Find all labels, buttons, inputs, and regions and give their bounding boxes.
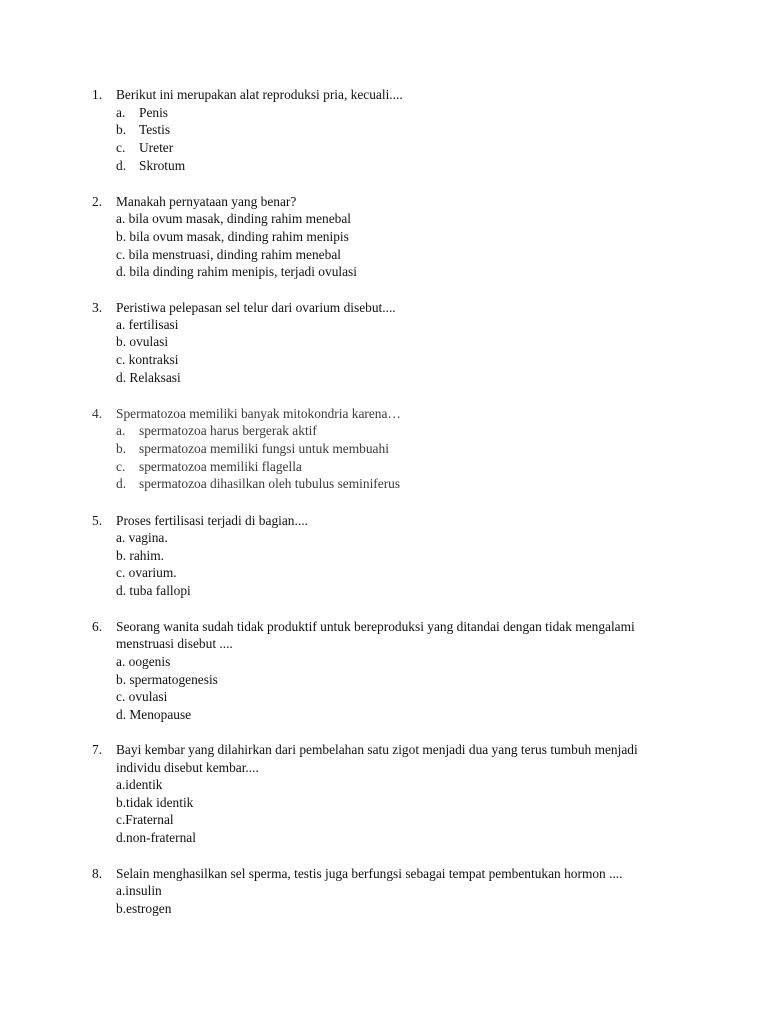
question-number: 5. [92,513,103,528]
option-letter: a. [116,423,126,438]
question-number: 4. [92,406,103,421]
option: d. bila dinding rahim menipis, terjadi ovulasi [116,264,357,279]
option: a. oogenis [116,654,171,669]
question-stem: Peristiwa pelepasan sel telur dari ovarium disebut.... [116,300,396,315]
option: d. Relaksasi [116,370,181,385]
option: b. ovulasi [116,334,169,349]
option-letter: b. [116,441,127,456]
question-stem: Spermatozoa memiliki banyak mitokondria karena… [116,406,401,421]
option-text: Testis [139,122,171,137]
option-letter: b. [116,122,127,137]
option: c.Fraternal [116,812,174,827]
question-number: 7. [92,742,103,757]
question-stem: Selain menghasilkan sel sperma, testis juga berfungsi sebagai tempat pembentukan hormon .... [116,866,623,881]
option-letter: a. [116,105,126,120]
option-letter: d. [116,158,127,173]
option-text: spermatozoa harus bergerak aktif [139,423,317,438]
option: a.insulin [116,883,162,898]
question-number: 8. [92,866,103,881]
option: a. vagina. [116,530,168,545]
option: a.identik [116,777,163,792]
question-stem: Bayi kembar yang dilahirkan dari pembelahan satu zigot menjadi dua yang terus tumbuh menjadi [116,742,638,757]
option-letter: c. [116,459,126,474]
option: b. rahim. [116,548,164,563]
option-letter: c. [116,140,126,155]
question-number: 3. [92,300,103,315]
option: d. tuba fallopi [116,583,191,598]
question-stem-continued: individu disebut kembar.... [116,760,259,775]
question-stem: Seorang wanita sudah tidak produktif untuk bereproduksi yang ditandai dengan tidak mengalami [116,619,635,634]
option: b. spermatogenesis [116,672,218,687]
option: a. bila ovum masak, dinding rahim menebal [116,211,352,226]
option: b. bila ovum masak, dinding rahim menipis [116,229,349,244]
question-number: 1. [92,87,103,102]
question-number: 2. [92,194,103,209]
option-text: Ureter [139,140,174,155]
option: b.tidak identik [116,795,194,810]
option-text: Skrotum [139,158,186,173]
option-text: spermatozoa dihasilkan oleh tubulus seminiferus [139,476,401,491]
option-text: spermatozoa memiliki flagella [139,459,302,474]
question-stem: Proses fertilisasi terjadi di bagian.... [116,513,308,528]
question-stem: Berikut ini merupakan alat reproduksi pria, kecuali.... [116,87,403,102]
option: a. fertilisasi [116,317,179,332]
option-text: Penis [139,105,169,120]
option: c. ovulasi [116,689,168,704]
option: b.estrogen [116,901,172,916]
option: d. Menopause [116,707,192,722]
option: c. bila menstruasi, dinding rahim menebal [116,247,341,262]
question-stem-continued: menstruasi disebut .... [116,636,233,651]
question-stem: Manakah pernyataan yang benar? [116,194,297,209]
option-text: spermatozoa memiliki fungsi untuk membuahi [139,441,389,456]
question-number: 6. [92,619,103,634]
option: d.non-fraternal [116,830,196,845]
option: c. kontraksi [116,352,179,367]
option: c. ovarium. [116,565,177,580]
option-letter: d. [116,476,127,491]
